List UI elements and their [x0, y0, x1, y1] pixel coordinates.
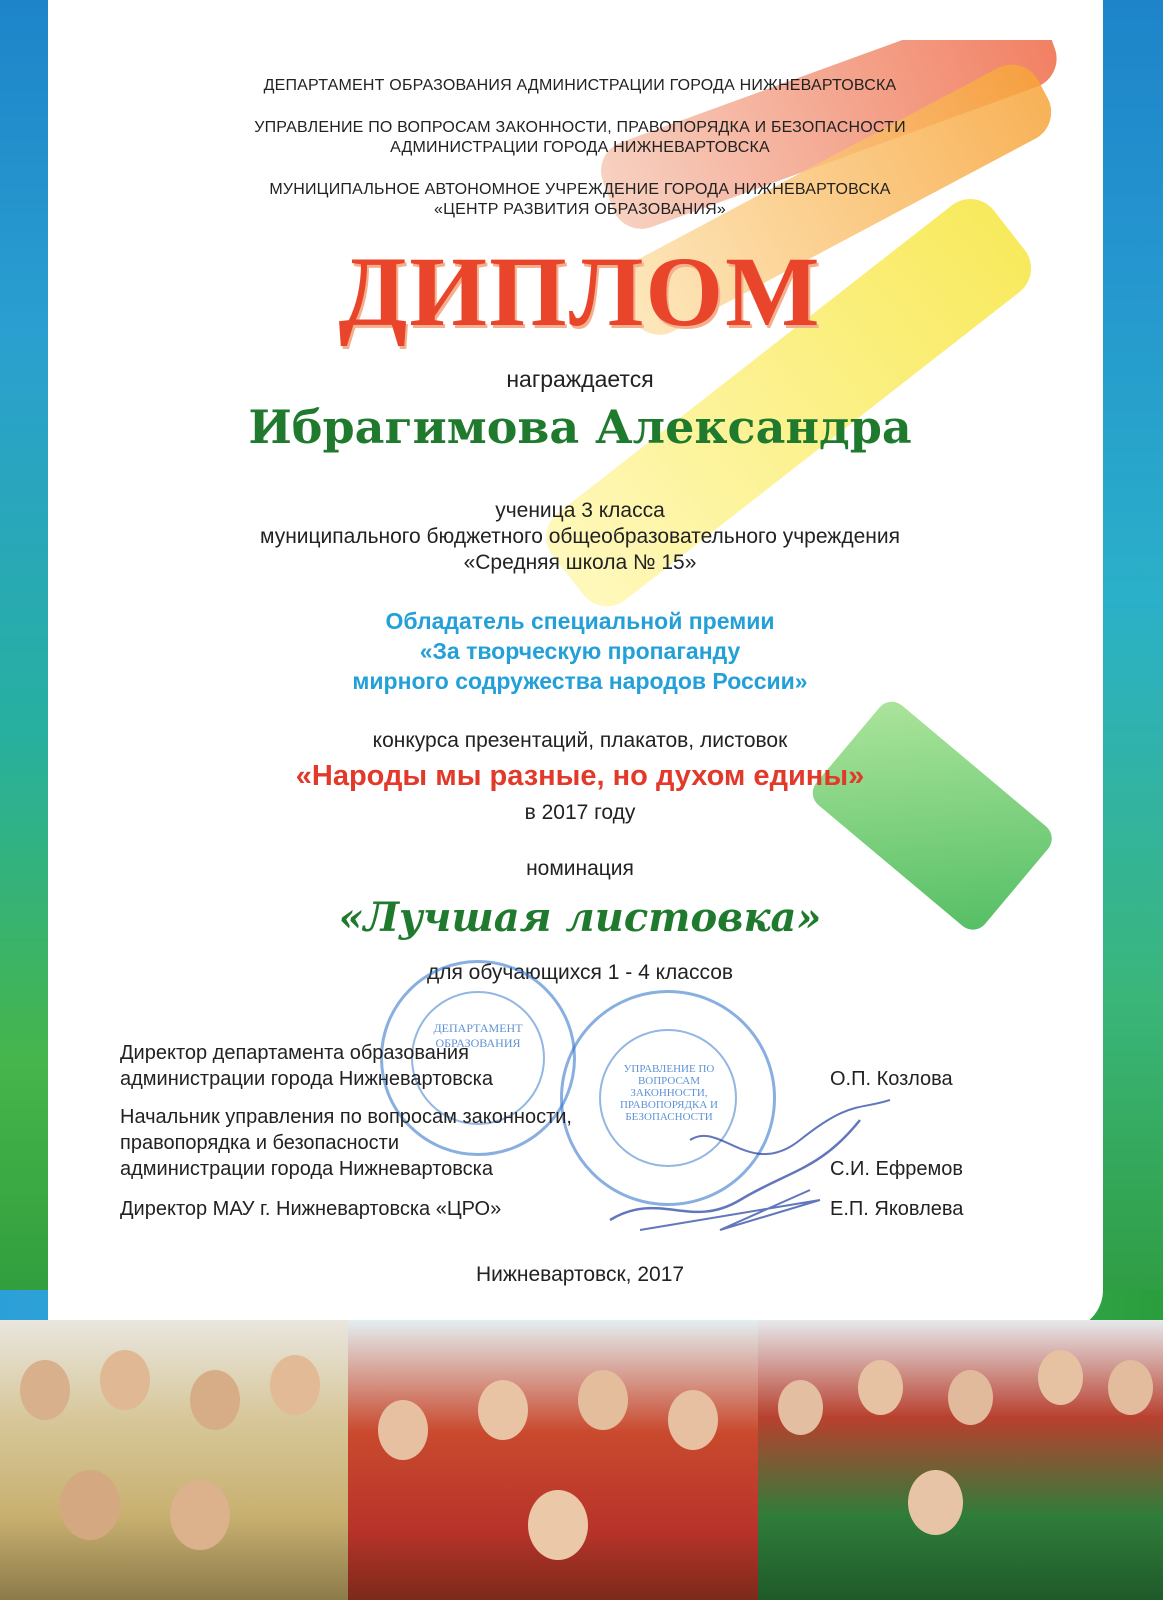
prize-line-1: Обладатель специальной премии	[385, 608, 775, 634]
contest-description: конкурса презентаций, плакатов, листовок	[372, 729, 788, 752]
photo-northern-costumes	[0, 1320, 348, 1600]
signatory-2-name: С.И. Ефремов	[830, 1158, 964, 1180]
contest-year: в 2017 году	[524, 801, 636, 824]
school-name: «Средняя школа № 15»	[463, 551, 697, 574]
signatory-1-title: Директор департамента образования администрации города Нижневартовска	[120, 1042, 493, 1090]
photo-strip	[0, 1320, 1163, 1600]
right-stamp: УПРАВЛЕНИЕ ПО ВОПРОСАМ ЗАКОННОСТИ, ПРАВОПОРЯДКА И БЕЗОПАСНОСТИ	[560, 990, 776, 1206]
header-center-2: «ЦЕНТР РАЗВИТИЯ ОБРАЗОВАНИЯ»	[434, 201, 726, 218]
recipient-name: Ибрагимова Александра	[248, 400, 912, 454]
school-type: муниципального бюджетного общеобразовательного учреждения	[260, 525, 900, 548]
header-directorate-2: АДМИНИСТРАЦИИ ГОРОДА НИЖНЕВАРТОВСКА	[390, 139, 770, 156]
left-stamp: ДЕПАРТАМЕНТ ОБРАЗОВАНИЯ	[380, 960, 576, 1156]
footer-place-year: Нижневартовск, 2017	[475, 1263, 685, 1286]
nomination-name: «Лучшая листовка»	[338, 894, 822, 941]
contest-name: «Народы мы разные, но духом едины»	[295, 760, 865, 792]
signatory-3-title: Директор МАУ г. Нижневартовска «ЦРО»	[120, 1198, 502, 1220]
nomination-label: номинация	[526, 857, 634, 880]
header-center-1: МУНИЦИПАЛЬНОЕ АВТОНОМНОЕ УЧРЕЖДЕНИЕ ГОРОДА НИЖНЕВАРТОВСКА	[269, 181, 891, 198]
prize-line-3: мирного содружества народов России»	[352, 668, 808, 694]
header-department: ДЕПАРТАМЕНТ ОБРАЗОВАНИЯ АДМИНИСТРАЦИИ ГОРОДА НИЖНЕВАРТОВСКА	[263, 77, 897, 94]
photo-russian-costumes	[348, 1320, 758, 1600]
diploma-title: ДИПЛОМ	[338, 236, 822, 347]
awarded-label: награждается	[506, 366, 654, 392]
nomination-audience: для обучающихся 1 - 4 классов	[426, 961, 734, 984]
prize-line-2: «За творческую пропаганду	[419, 638, 741, 664]
school-class: ученица 3 класса	[495, 499, 665, 522]
signatory-1-name: О.П. Козлова	[830, 1068, 953, 1090]
signatory-2-title: Начальник управления по вопросам законности, правопорядка и безопасности администрации города Нижневартовска	[120, 1106, 572, 1180]
photo-tatar-costumes	[758, 1320, 1163, 1600]
signatory-3-name: Е.П. Яковлева	[830, 1198, 964, 1220]
header-directorate-1: УПРАВЛЕНИЕ ПО ВОПРОСАМ ЗАКОННОСТИ, ПРАВОПОРЯДКА И БЕЗОПАСНОСТИ	[254, 119, 906, 136]
